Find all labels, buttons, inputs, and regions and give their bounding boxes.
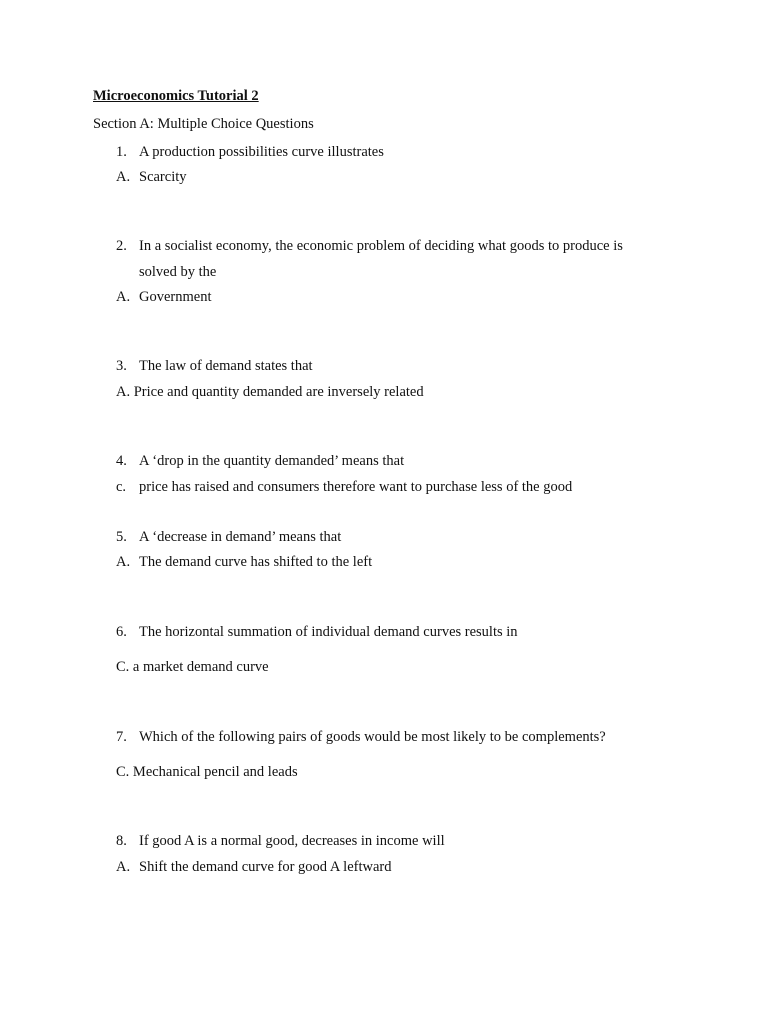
answer-letter: A. [116,859,131,875]
question-number: 6. [116,624,127,640]
answer-text: C. Mechanical pencil and leads [116,764,298,780]
question-number: 2. [116,238,127,254]
answer-letter: A. [116,289,131,305]
question-text-continued: solved by the [139,264,217,280]
question-text: A ‘drop in the quantity demanded’ means that [139,453,405,469]
question-number: 4. [116,453,127,469]
question-text: A production possibilities curve illustrates [139,144,384,160]
document-title: Microeconomics Tutorial 2 [93,88,259,104]
question-text: The law of demand states that [139,358,313,374]
question-number: 1. [116,144,127,160]
question-text: Which of the following pairs of goods would be most likely to be complements? [139,729,606,745]
question-number: 8. [116,833,127,849]
answer-text: Government [139,289,212,305]
section-heading: Section A: Multiple Choice Questions [93,116,314,132]
question-number: 7. [116,729,127,745]
answer-letter: A. [116,554,131,570]
question-text: The horizontal summation of individual demand curves results in [139,624,518,640]
question-number: 5. [116,529,127,545]
question-text: A ‘decrease in demand’ means that [139,529,342,545]
question-text: If good A is a normal good, decreases in income will [139,833,445,849]
answer-text: price has raised and consumers therefore want to purchase less of the good [139,479,573,495]
answer-text: C. a market demand curve [116,659,269,675]
question-text: In a socialist economy, the economic problem of deciding what goods to produce is [139,238,623,254]
answer-letter: A. [116,169,131,185]
answer-text: A. Price and quantity demanded are inversely related [116,384,424,400]
question-number: 3. [116,358,127,374]
answer-text: Scarcity [139,169,187,185]
answer-text: The demand curve has shifted to the left [139,554,373,570]
answer-text: Shift the demand curve for good A leftward [139,859,392,875]
answer-letter: c. [116,479,127,495]
